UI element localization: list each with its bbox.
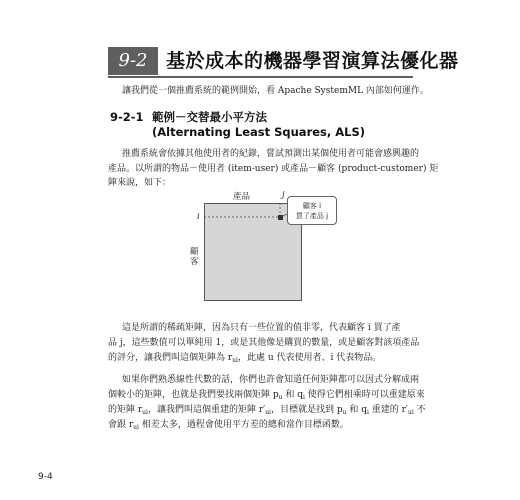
paragraph3-line2: 個較小的矩陣，也就是我們要找兩個矩陣 $p_u$ 和 $q_i$ 使得它們相乘時可以重建原來 <box>108 390 425 401</box>
paragraph1-line2: 產品。以所謂的物品－使用者 (item-user) 或產品－顧客 (product-customer) 矩 <box>108 163 439 174</box>
intro-text: 讓我們從一個推薦系統的範例開始，看 Apache SystemML 內部如何運作。 <box>122 86 429 96</box>
paragraph2-line1: 這是所謂的稀疏矩陣，因為只有一些位置的值非零，代表顧客 i 買了產 <box>122 323 401 333</box>
matrix-customers-label: 顧客 <box>190 247 199 267</box>
matrix-column-j-label: j <box>282 190 285 200</box>
paragraph1-line3: 陣來說，如下： <box>108 178 172 188</box>
subsection-title-english: (Alternating Least Squares, ALS) <box>152 125 366 139</box>
paragraph1-line1: 推薦系統會依據其他使用者的紀錄，嘗試預測出某個使用者可能會感興趣的 <box>122 149 420 159</box>
paragraph3-line1: 如果你們熟悉線性代數的話，你們也許會知道任何矩陣都可以因式分解成兩 <box>122 375 420 385</box>
purchase-cell <box>278 215 283 220</box>
paragraph2-line3: 的評分，讓我們叫這個矩陣為 $r_{ui}$，此處 u 代表使用者、i 代表物品。 <box>108 353 382 364</box>
section-title: 基於成本的機器學習演算法優化器 <box>166 50 459 72</box>
purchase-callout <box>287 196 337 225</box>
paragraph3-line4: 會跟 $r_{ui}$ 相差太多，過程會使用平方差的總和當作目標函數。 <box>108 420 349 431</box>
callout-line1: 顧客 i <box>302 202 322 210</box>
subsection-title: 範例－交替最小平方法 <box>152 110 267 124</box>
paragraph2-line2: 品 j，這些數值可以單純用 1，或是其他像是購買的數量，或是顧客對該項產品 <box>108 338 420 348</box>
subsection-number: 9-2-1 <box>110 110 144 124</box>
section-number-badge: 9-2 <box>108 47 158 75</box>
paragraph3-line3: 的矩陣 $r_{ui}$，讓我們叫這個重建的矩陣 $r'_{ui}$，目標就是找到 $p_u$ 和 $q_i$ 重建的 $r'_{ui}$ 不 <box>108 405 426 416</box>
matrix-row-i-label: i <box>197 212 200 222</box>
callout-line2: 買了產品 j <box>295 212 329 220</box>
matrix-products-label: 產品 <box>233 192 251 202</box>
page-number: 9-4 <box>38 472 53 482</box>
